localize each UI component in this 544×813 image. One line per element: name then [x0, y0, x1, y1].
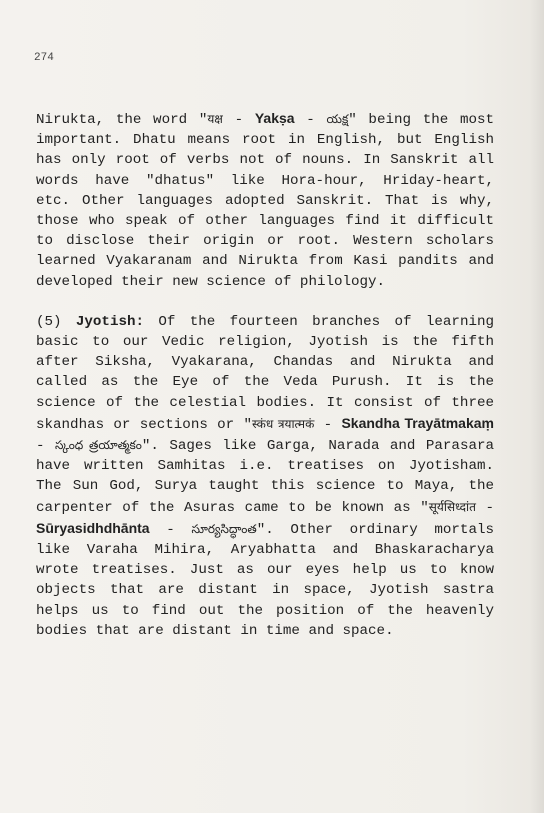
dash: -: [294, 112, 327, 128]
dash: -: [36, 438, 55, 455]
section-number: (5): [36, 313, 62, 330]
telugu-term: స్కంధ త్రయాత్మకం: [54, 438, 142, 453]
page-edge-shadow: [530, 0, 544, 813]
dash: -: [314, 416, 342, 433]
paragraph-nirukta: [36, 108, 494, 292]
page-number: 274: [34, 52, 54, 64]
text-run: " being the most important. Dhatu means root in English, but English has only root of verbs not of nouns. In Sanskrit all words have "dhatus" like Hora-hour, Hriday-heart, etc. Other languages adopted Sanskrit. That is why, those who speak of other languages find it difficult to disclose their origin or root. Western scholars learned Vyakaranam and Nirukta from Kasi pandits and developed their new science of philology.: [36, 112, 495, 290]
romanized-term: Skandha Trayātmakaṃ: [341, 414, 494, 431]
dash: -: [149, 521, 192, 538]
romanized-term: Sūryasidhdhānta: [36, 519, 150, 536]
text-run: Of the fourteen branches of learning basic to our Vedic religion, Jyotish is the fifth after Siksha, Vyakarana, Chandas and Nirukta and called as the Eye of the Veda Purush. It is the science of the celestial bodies. It consist of three skandhas or sections or ": [36, 313, 494, 433]
devanagari-term: सूर्यसिध्दांत: [428, 499, 476, 514]
body-text: [36, 108, 494, 641]
devanagari-term: यक्ष: [207, 112, 223, 126]
text-run: Nirukta, the word ": [36, 112, 208, 128]
text-run: ". Sages like Garga, Narada and Parasara have written Samhitas i.e. treatises on Jyotisham. The Sun God, Surya taught this science to Maya, the carpenter of the Asuras came to be known as ": [36, 438, 495, 516]
text-run: ". Other ordinary mortals like Varaha Mihira, Aryabhatta and Bhaskaracharya wrote treatises. Just as our eyes help us to know objects that are distant in space, Jyotish sastra helps us to find out the position of the heavenly bodies that are distant in time and space.: [36, 521, 494, 639]
telugu-term: సూర్యసిద్ధాంత: [191, 521, 257, 536]
telugu-term: యక్ష: [326, 112, 349, 126]
paragraph-jyotish: [36, 312, 494, 641]
dash: -: [222, 112, 255, 128]
section-heading: Jyotish:: [75, 313, 145, 330]
devanagari-term: स्कंध त्रयात्मकं: [252, 416, 315, 431]
romanized-term: Yakṣa: [254, 110, 295, 126]
dash: -: [475, 499, 495, 516]
